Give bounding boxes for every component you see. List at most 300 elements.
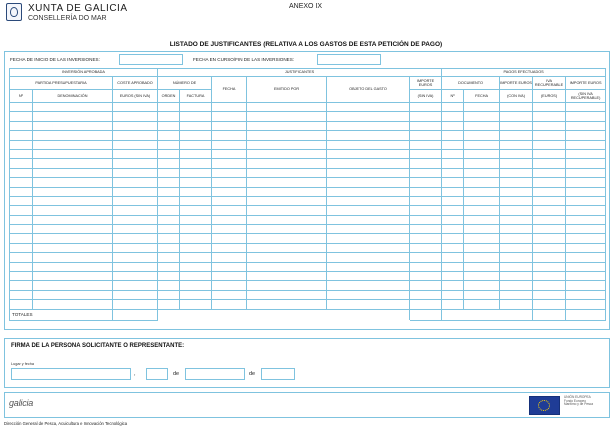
table-cell[interactable] bbox=[10, 262, 33, 271]
table-cell[interactable] bbox=[500, 290, 533, 299]
table-cell[interactable] bbox=[500, 103, 533, 112]
table-cell[interactable] bbox=[10, 272, 33, 281]
table-cell[interactable] bbox=[500, 196, 533, 205]
table-cell[interactable] bbox=[442, 206, 464, 215]
table-cell[interactable] bbox=[500, 187, 533, 196]
table-cell[interactable] bbox=[180, 149, 212, 158]
table-cell[interactable] bbox=[327, 243, 410, 252]
table-cell[interactable] bbox=[410, 234, 442, 243]
table-cell[interactable] bbox=[533, 215, 566, 224]
table-cell[interactable] bbox=[442, 225, 464, 234]
table-cell[interactable] bbox=[247, 149, 327, 158]
table-cell[interactable] bbox=[410, 178, 442, 187]
table-cell[interactable] bbox=[533, 272, 566, 281]
table-cell[interactable] bbox=[113, 243, 158, 252]
table-cell[interactable] bbox=[533, 149, 566, 158]
table-cell[interactable] bbox=[113, 206, 158, 215]
table-cell[interactable] bbox=[410, 215, 442, 224]
table-cell[interactable] bbox=[10, 281, 33, 290]
table-cell[interactable] bbox=[533, 196, 566, 205]
table-cell[interactable] bbox=[33, 290, 113, 299]
table-cell[interactable] bbox=[10, 121, 33, 130]
table-cell[interactable] bbox=[442, 281, 464, 290]
table-cell[interactable] bbox=[212, 103, 247, 112]
table-cell[interactable] bbox=[247, 300, 327, 309]
table-cell[interactable] bbox=[158, 159, 180, 168]
table-cell[interactable] bbox=[327, 187, 410, 196]
table-cell[interactable] bbox=[33, 243, 113, 252]
table-cell[interactable] bbox=[10, 206, 33, 215]
table-cell[interactable] bbox=[180, 159, 212, 168]
table-cell[interactable] bbox=[533, 225, 566, 234]
table-cell[interactable] bbox=[180, 300, 212, 309]
total-cell[interactable] bbox=[113, 309, 158, 320]
table-cell[interactable] bbox=[410, 131, 442, 140]
table-cell[interactable] bbox=[327, 140, 410, 149]
table-cell[interactable] bbox=[464, 131, 500, 140]
table-cell[interactable] bbox=[566, 159, 606, 168]
table-cell[interactable] bbox=[180, 121, 212, 130]
table-cell[interactable] bbox=[33, 215, 113, 224]
table-cell[interactable] bbox=[113, 253, 158, 262]
table-cell[interactable] bbox=[566, 187, 606, 196]
table-cell[interactable] bbox=[212, 281, 247, 290]
table-cell[interactable] bbox=[212, 131, 247, 140]
table-cell[interactable] bbox=[247, 159, 327, 168]
table-cell[interactable] bbox=[500, 234, 533, 243]
table-cell[interactable] bbox=[410, 225, 442, 234]
table-cell[interactable] bbox=[500, 272, 533, 281]
table-cell[interactable] bbox=[212, 149, 247, 158]
table-cell[interactable] bbox=[500, 215, 533, 224]
table-cell[interactable] bbox=[158, 300, 180, 309]
table-cell[interactable] bbox=[327, 206, 410, 215]
table-cell[interactable] bbox=[442, 272, 464, 281]
table-cell[interactable] bbox=[442, 196, 464, 205]
table-cell[interactable] bbox=[533, 112, 566, 121]
table-cell[interactable] bbox=[500, 159, 533, 168]
table-cell[interactable] bbox=[566, 243, 606, 252]
table-cell[interactable] bbox=[327, 178, 410, 187]
table-cell[interactable] bbox=[180, 206, 212, 215]
table-cell[interactable] bbox=[33, 272, 113, 281]
table-cell[interactable] bbox=[113, 196, 158, 205]
table-cell[interactable] bbox=[33, 234, 113, 243]
table-cell[interactable] bbox=[180, 253, 212, 262]
table-cell[interactable] bbox=[113, 234, 158, 243]
table-cell[interactable] bbox=[33, 140, 113, 149]
table-cell[interactable] bbox=[113, 290, 158, 299]
table-cell[interactable] bbox=[247, 234, 327, 243]
table-cell[interactable] bbox=[410, 168, 442, 177]
table-cell[interactable] bbox=[247, 290, 327, 299]
table-cell[interactable] bbox=[212, 262, 247, 271]
table-cell[interactable] bbox=[113, 121, 158, 130]
month-field[interactable] bbox=[185, 368, 245, 380]
table-cell[interactable] bbox=[464, 178, 500, 187]
table-cell[interactable] bbox=[10, 168, 33, 177]
table-cell[interactable] bbox=[33, 281, 113, 290]
table-cell[interactable] bbox=[410, 149, 442, 158]
table-cell[interactable] bbox=[410, 300, 442, 309]
table-cell[interactable] bbox=[327, 149, 410, 158]
table-cell[interactable] bbox=[33, 121, 113, 130]
table-cell[interactable] bbox=[464, 300, 500, 309]
table-cell[interactable] bbox=[327, 300, 410, 309]
table-cell[interactable] bbox=[533, 281, 566, 290]
table-cell[interactable] bbox=[464, 234, 500, 243]
table-cell[interactable] bbox=[442, 234, 464, 243]
table-cell[interactable] bbox=[533, 262, 566, 271]
table-cell[interactable] bbox=[180, 103, 212, 112]
table-cell[interactable] bbox=[212, 187, 247, 196]
table-cell[interactable] bbox=[442, 159, 464, 168]
table-cell[interactable] bbox=[442, 243, 464, 252]
table-cell[interactable] bbox=[566, 140, 606, 149]
table-cell[interactable] bbox=[464, 187, 500, 196]
table-cell[interactable] bbox=[247, 243, 327, 252]
table-cell[interactable] bbox=[533, 243, 566, 252]
table-cell[interactable] bbox=[212, 140, 247, 149]
table-cell[interactable] bbox=[212, 121, 247, 130]
table-cell[interactable] bbox=[566, 281, 606, 290]
table-cell[interactable] bbox=[533, 131, 566, 140]
table-cell[interactable] bbox=[442, 168, 464, 177]
table-cell[interactable] bbox=[410, 187, 442, 196]
table-cell[interactable] bbox=[158, 103, 180, 112]
table-cell[interactable] bbox=[464, 262, 500, 271]
table-cell[interactable] bbox=[247, 187, 327, 196]
table-cell[interactable] bbox=[247, 131, 327, 140]
table-cell[interactable] bbox=[180, 272, 212, 281]
table-cell[interactable] bbox=[327, 262, 410, 271]
table-cell[interactable] bbox=[410, 206, 442, 215]
table-cell[interactable] bbox=[464, 103, 500, 112]
table-cell[interactable] bbox=[410, 272, 442, 281]
table-cell[interactable] bbox=[33, 103, 113, 112]
table-cell[interactable] bbox=[158, 178, 180, 187]
table-cell[interactable] bbox=[566, 121, 606, 130]
table-cell[interactable] bbox=[327, 253, 410, 262]
table-cell[interactable] bbox=[566, 206, 606, 215]
table-cell[interactable] bbox=[33, 262, 113, 271]
table-cell[interactable] bbox=[212, 206, 247, 215]
table-cell[interactable] bbox=[533, 300, 566, 309]
table-cell[interactable] bbox=[113, 140, 158, 149]
table-cell[interactable] bbox=[327, 196, 410, 205]
table-cell[interactable] bbox=[327, 112, 410, 121]
table-cell[interactable] bbox=[180, 225, 212, 234]
table-cell[interactable] bbox=[158, 187, 180, 196]
table-cell[interactable] bbox=[158, 112, 180, 121]
table-cell[interactable] bbox=[442, 178, 464, 187]
table-cell[interactable] bbox=[410, 140, 442, 149]
table-cell[interactable] bbox=[464, 225, 500, 234]
table-cell[interactable] bbox=[442, 253, 464, 262]
table-cell[interactable] bbox=[158, 290, 180, 299]
table-cell[interactable] bbox=[158, 253, 180, 262]
table-cell[interactable] bbox=[442, 121, 464, 130]
table-cell[interactable] bbox=[212, 234, 247, 243]
table-cell[interactable] bbox=[410, 121, 442, 130]
table-cell[interactable] bbox=[464, 149, 500, 158]
table-cell[interactable] bbox=[33, 178, 113, 187]
table-cell[interactable] bbox=[158, 168, 180, 177]
table-cell[interactable] bbox=[327, 168, 410, 177]
table-cell[interactable] bbox=[212, 168, 247, 177]
table-cell[interactable] bbox=[247, 168, 327, 177]
table-cell[interactable] bbox=[566, 196, 606, 205]
table-cell[interactable] bbox=[327, 290, 410, 299]
table-cell[interactable] bbox=[158, 215, 180, 224]
table-cell[interactable] bbox=[212, 300, 247, 309]
table-cell[interactable] bbox=[533, 206, 566, 215]
table-cell[interactable] bbox=[158, 272, 180, 281]
table-cell[interactable] bbox=[113, 281, 158, 290]
table-cell[interactable] bbox=[247, 206, 327, 215]
table-cell[interactable] bbox=[247, 121, 327, 130]
table-cell[interactable] bbox=[180, 234, 212, 243]
table-cell[interactable] bbox=[464, 206, 500, 215]
table-cell[interactable] bbox=[500, 149, 533, 158]
table-cell[interactable] bbox=[500, 178, 533, 187]
table-cell[interactable] bbox=[500, 253, 533, 262]
table-cell[interactable] bbox=[566, 103, 606, 112]
table-cell[interactable] bbox=[533, 187, 566, 196]
table-cell[interactable] bbox=[212, 253, 247, 262]
table-cell[interactable] bbox=[180, 178, 212, 187]
table-cell[interactable] bbox=[464, 281, 500, 290]
table-cell[interactable] bbox=[327, 121, 410, 130]
table-cell[interactable] bbox=[566, 290, 606, 299]
table-cell[interactable] bbox=[113, 131, 158, 140]
table-cell[interactable] bbox=[247, 178, 327, 187]
table-cell[interactable] bbox=[533, 290, 566, 299]
table-cell[interactable] bbox=[500, 225, 533, 234]
end-date-field[interactable] bbox=[317, 54, 381, 65]
table-cell[interactable] bbox=[442, 131, 464, 140]
table-cell[interactable] bbox=[464, 243, 500, 252]
table-cell[interactable] bbox=[113, 215, 158, 224]
table-cell[interactable] bbox=[212, 272, 247, 281]
table-cell[interactable] bbox=[410, 159, 442, 168]
table-cell[interactable] bbox=[10, 131, 33, 140]
table-cell[interactable] bbox=[212, 243, 247, 252]
table-cell[interactable] bbox=[247, 281, 327, 290]
table-cell[interactable] bbox=[566, 225, 606, 234]
table-cell[interactable] bbox=[500, 131, 533, 140]
table-cell[interactable] bbox=[464, 121, 500, 130]
table-cell[interactable] bbox=[212, 178, 247, 187]
table-cell[interactable] bbox=[566, 112, 606, 121]
table-cell[interactable] bbox=[33, 300, 113, 309]
table-cell[interactable] bbox=[180, 281, 212, 290]
table-cell[interactable] bbox=[212, 225, 247, 234]
table-cell[interactable] bbox=[566, 178, 606, 187]
table-cell[interactable] bbox=[533, 234, 566, 243]
table-cell[interactable] bbox=[180, 168, 212, 177]
table-cell[interactable] bbox=[247, 103, 327, 112]
table-cell[interactable] bbox=[10, 234, 33, 243]
table-cell[interactable] bbox=[442, 112, 464, 121]
table-cell[interactable] bbox=[533, 253, 566, 262]
table-cell[interactable] bbox=[158, 262, 180, 271]
table-cell[interactable] bbox=[410, 281, 442, 290]
table-cell[interactable] bbox=[113, 225, 158, 234]
table-cell[interactable] bbox=[158, 243, 180, 252]
table-cell[interactable] bbox=[10, 196, 33, 205]
table-cell[interactable] bbox=[566, 262, 606, 271]
year-field[interactable] bbox=[261, 368, 295, 380]
table-cell[interactable] bbox=[500, 262, 533, 271]
table-cell[interactable] bbox=[464, 272, 500, 281]
table-cell[interactable] bbox=[500, 168, 533, 177]
table-cell[interactable] bbox=[10, 112, 33, 121]
table-cell[interactable] bbox=[10, 187, 33, 196]
table-cell[interactable] bbox=[327, 225, 410, 234]
table-cell[interactable] bbox=[442, 149, 464, 158]
table-cell[interactable] bbox=[113, 159, 158, 168]
table-cell[interactable] bbox=[180, 187, 212, 196]
table-cell[interactable] bbox=[10, 225, 33, 234]
table-cell[interactable] bbox=[33, 253, 113, 262]
table-cell[interactable] bbox=[410, 243, 442, 252]
table-cell[interactable] bbox=[113, 272, 158, 281]
table-cell[interactable] bbox=[247, 215, 327, 224]
table-cell[interactable] bbox=[247, 225, 327, 234]
total-cell[interactable] bbox=[410, 309, 442, 320]
table-cell[interactable] bbox=[566, 300, 606, 309]
table-cell[interactable] bbox=[10, 243, 33, 252]
table-cell[interactable] bbox=[247, 196, 327, 205]
table-cell[interactable] bbox=[533, 140, 566, 149]
table-cell[interactable] bbox=[180, 196, 212, 205]
table-cell[interactable] bbox=[500, 243, 533, 252]
table-cell[interactable] bbox=[442, 290, 464, 299]
table-cell[interactable] bbox=[533, 121, 566, 130]
table-cell[interactable] bbox=[180, 215, 212, 224]
table-cell[interactable] bbox=[212, 290, 247, 299]
table-cell[interactable] bbox=[464, 168, 500, 177]
table-cell[interactable] bbox=[212, 159, 247, 168]
table-cell[interactable] bbox=[500, 281, 533, 290]
table-cell[interactable] bbox=[113, 300, 158, 309]
table-cell[interactable] bbox=[464, 290, 500, 299]
table-cell[interactable] bbox=[247, 253, 327, 262]
table-cell[interactable] bbox=[247, 112, 327, 121]
table-cell[interactable] bbox=[212, 196, 247, 205]
table-cell[interactable] bbox=[566, 215, 606, 224]
table-cell[interactable] bbox=[10, 140, 33, 149]
table-cell[interactable] bbox=[464, 253, 500, 262]
table-cell[interactable] bbox=[158, 196, 180, 205]
table-cell[interactable] bbox=[410, 196, 442, 205]
table-cell[interactable] bbox=[327, 272, 410, 281]
table-cell[interactable] bbox=[10, 253, 33, 262]
total-cell[interactable] bbox=[533, 309, 566, 320]
table-cell[interactable] bbox=[410, 103, 442, 112]
table-cell[interactable] bbox=[442, 187, 464, 196]
table-cell[interactable] bbox=[158, 234, 180, 243]
table-cell[interactable] bbox=[10, 300, 33, 309]
table-cell[interactable] bbox=[500, 121, 533, 130]
table-cell[interactable] bbox=[158, 206, 180, 215]
table-cell[interactable] bbox=[500, 140, 533, 149]
table-cell[interactable] bbox=[113, 168, 158, 177]
table-cell[interactable] bbox=[10, 103, 33, 112]
table-cell[interactable] bbox=[158, 225, 180, 234]
table-cell[interactable] bbox=[500, 206, 533, 215]
table-cell[interactable] bbox=[327, 215, 410, 224]
table-cell[interactable] bbox=[33, 206, 113, 215]
table-cell[interactable] bbox=[410, 253, 442, 262]
table-cell[interactable] bbox=[33, 112, 113, 121]
table-cell[interactable] bbox=[533, 178, 566, 187]
table-cell[interactable] bbox=[33, 225, 113, 234]
table-cell[interactable] bbox=[533, 103, 566, 112]
table-cell[interactable] bbox=[566, 253, 606, 262]
table-cell[interactable] bbox=[113, 187, 158, 196]
table-cell[interactable] bbox=[10, 149, 33, 158]
table-cell[interactable] bbox=[247, 272, 327, 281]
table-cell[interactable] bbox=[410, 112, 442, 121]
table-cell[interactable] bbox=[113, 112, 158, 121]
table-cell[interactable] bbox=[464, 159, 500, 168]
table-cell[interactable] bbox=[566, 168, 606, 177]
table-cell[interactable] bbox=[158, 281, 180, 290]
table-cell[interactable] bbox=[212, 215, 247, 224]
table-cell[interactable] bbox=[442, 140, 464, 149]
table-cell[interactable] bbox=[442, 215, 464, 224]
table-cell[interactable] bbox=[33, 159, 113, 168]
table-cell[interactable] bbox=[327, 234, 410, 243]
table-cell[interactable] bbox=[113, 178, 158, 187]
table-cell[interactable] bbox=[158, 149, 180, 158]
table-cell[interactable] bbox=[327, 281, 410, 290]
table-cell[interactable] bbox=[464, 140, 500, 149]
table-cell[interactable] bbox=[158, 131, 180, 140]
table-cell[interactable] bbox=[442, 103, 464, 112]
table-cell[interactable] bbox=[533, 159, 566, 168]
table-cell[interactable] bbox=[566, 131, 606, 140]
table-cell[interactable] bbox=[566, 149, 606, 158]
day-field[interactable] bbox=[146, 368, 168, 380]
table-cell[interactable] bbox=[113, 103, 158, 112]
table-cell[interactable] bbox=[158, 140, 180, 149]
table-cell[interactable] bbox=[442, 262, 464, 271]
table-cell[interactable] bbox=[33, 196, 113, 205]
table-cell[interactable] bbox=[158, 121, 180, 130]
table-cell[interactable] bbox=[327, 131, 410, 140]
table-cell[interactable] bbox=[180, 243, 212, 252]
table-cell[interactable] bbox=[327, 159, 410, 168]
table-cell[interactable] bbox=[212, 112, 247, 121]
table-cell[interactable] bbox=[180, 131, 212, 140]
start-date-field[interactable] bbox=[119, 54, 183, 65]
table-cell[interactable] bbox=[33, 149, 113, 158]
table-cell[interactable] bbox=[33, 168, 113, 177]
table-cell[interactable] bbox=[247, 140, 327, 149]
table-cell[interactable] bbox=[33, 131, 113, 140]
table-cell[interactable] bbox=[10, 290, 33, 299]
table-cell[interactable] bbox=[566, 272, 606, 281]
table-cell[interactable] bbox=[180, 140, 212, 149]
table-cell[interactable] bbox=[500, 112, 533, 121]
table-cell[interactable] bbox=[113, 262, 158, 271]
place-field[interactable] bbox=[11, 368, 131, 380]
table-cell[interactable] bbox=[180, 290, 212, 299]
table-cell[interactable] bbox=[10, 159, 33, 168]
